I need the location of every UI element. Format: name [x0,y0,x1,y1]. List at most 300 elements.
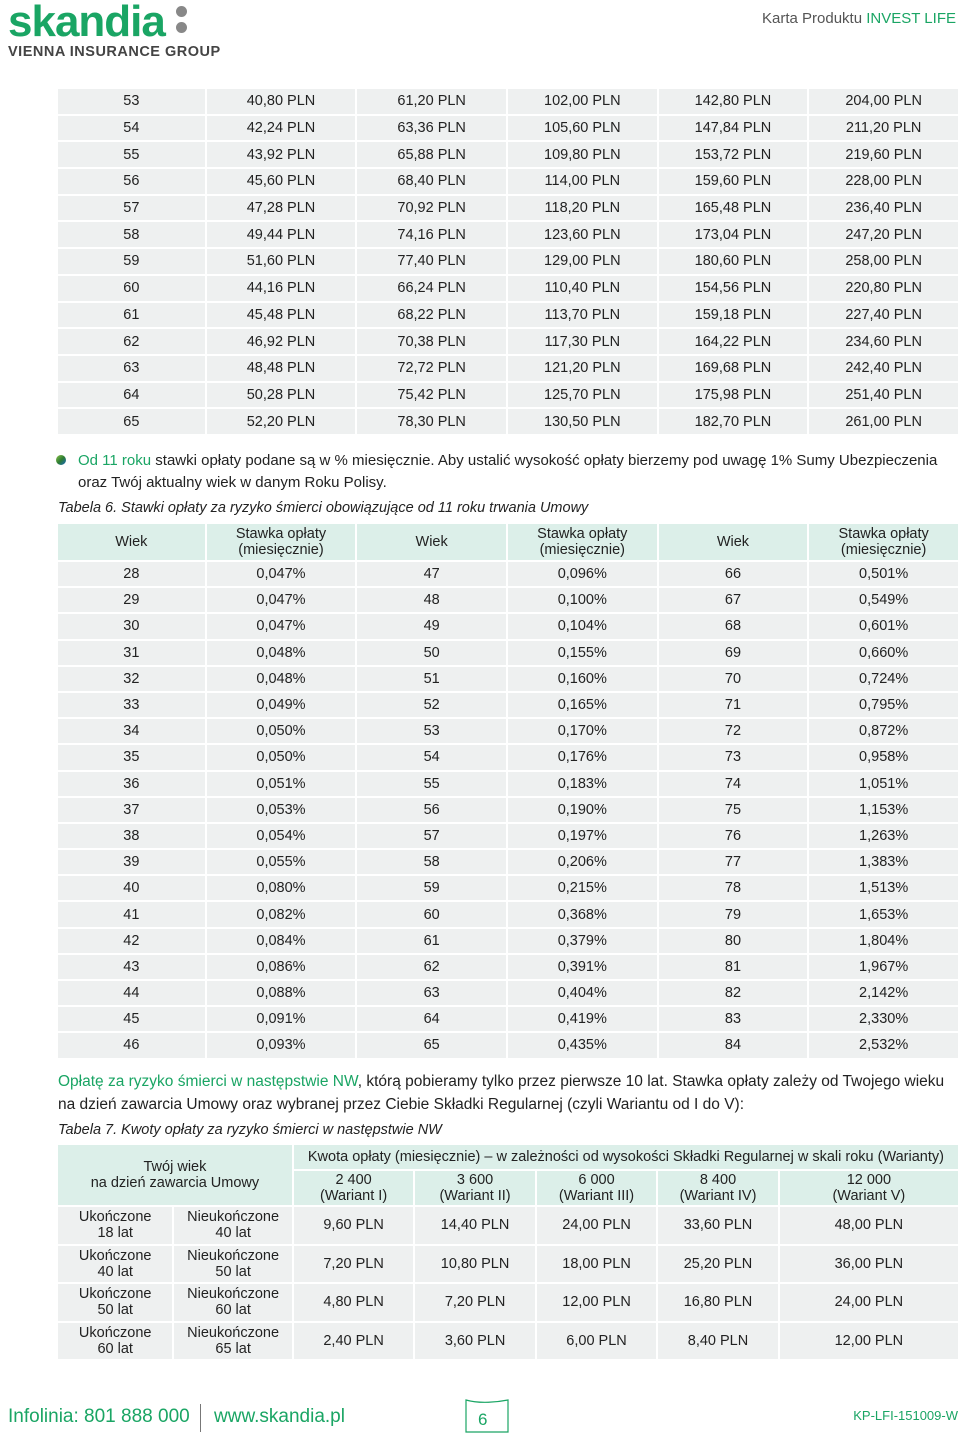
age-from-cell [58,1207,172,1244]
fee-amount-cell: 24,00 PLN [537,1207,656,1244]
logo-dots-icon [176,6,187,38]
amount-cell: 211,20 PLN [809,116,958,141]
rate-cell: 1,804% [809,929,958,953]
age-cell: 68 [659,614,808,638]
table-row [58,824,958,848]
fee-amount-cell: 6,00 PLN [537,1323,656,1360]
age-to-value: 40 lat [215,1225,251,1242]
age-cell: 70 [659,667,808,691]
rate-cell: 0,601% [809,614,958,638]
age-from-label: Ukończone [78,1286,152,1303]
age-from-cell [58,1284,172,1321]
table-6-caption: Tabela 6. Stawki opłaty za ryzyko śmierci obowiązujące od 11 roku trwania Umowy [58,500,589,516]
amount-cell: 44,16 PLN [207,276,356,301]
age-cell: 63 [58,356,205,381]
rate-cell: 1,051% [809,772,958,796]
age-to-label: Nieukończone [187,1324,280,1341]
table-row [58,1323,958,1360]
accident-fee-text: , którą pobieramy tylko przez pierwsze 10 lat. Stawka opłaty zależy od Twojego wieku na dzień zawarcia Umowy oraz wybranej przez Ciebie Składki Regularnej (czyli Wariantu od I do V): [58,1073,945,1113]
footer-divider [200,1404,201,1432]
age-cell: 56 [357,798,506,822]
amount-cell: 66,24 PLN [357,276,506,301]
amount-cell: 147,84 PLN [659,116,808,141]
age-cell: 83 [659,1007,808,1031]
rate-cell: 0,215% [508,876,657,900]
amount-cell: 228,00 PLN [809,169,958,194]
table-row [58,116,958,141]
amount-cell: 78,30 PLN [357,409,506,434]
rate-cell: 2,532% [809,1033,958,1057]
age-cell: 43 [58,955,205,979]
age-cell: 63 [357,981,506,1005]
fee-amount-cell: 14,40 PLN [415,1207,534,1244]
rate-cell: 0,049% [207,693,356,717]
age-cell: 57 [357,824,506,848]
age-to-cell [174,1246,291,1283]
accident-fee-highlight: Opłatę za ryzyko śmierci w następstwie NW [58,1073,358,1090]
table-row [58,614,958,638]
age-cell: 34 [58,719,205,743]
age-cell: 29 [58,588,205,612]
amount-cell: 251,40 PLN [809,383,958,408]
age-cell: 81 [659,955,808,979]
age-column-header: Wiek [659,524,808,560]
rate-cell: 0,053% [207,798,356,822]
age-cell: 58 [357,850,506,874]
age-from-cell [58,1323,172,1360]
age-cell: 76 [659,824,808,848]
age-cell: 44 [58,981,205,1005]
age-from-value: 18 lat [97,1225,133,1242]
rate-cell: 0,435% [508,1033,657,1057]
age-cell: 73 [659,745,808,769]
age-to-label: Nieukończone [187,1286,280,1303]
amount-cell: 72,72 PLN [357,356,506,381]
table-row [58,876,958,900]
table-row [58,719,958,743]
age-cell: 55 [357,772,506,796]
age-to-label: Nieukończone [187,1209,280,1226]
accident-death-fee-table [56,1143,960,1361]
age-from-cell [58,1246,172,1283]
table-row [58,1207,958,1244]
age-cell: 48 [357,588,506,612]
age-cell: 35 [58,745,205,769]
age-cell: 47 [357,562,506,586]
rate-cell: 1,263% [809,824,958,848]
age-cell: 79 [659,902,808,926]
age-from-label: Ukończone [78,1247,152,1264]
page-footer [8,1404,958,1434]
table-row [58,745,958,769]
rate-cell: 0,050% [207,745,356,769]
rate-cell: 0,088% [207,981,356,1005]
age-column-header: Wiek [58,524,205,560]
rate-note-text: stawki opłaty podane są w % miesięcznie. Aby ustalić wysokość opłaty bierzemy pod uwagę 1% Sumy Ubezpieczenia oraz Twój aktualny wiek w danym Roku Polisy. [78,452,938,491]
amount-cell: 242,40 PLN [809,356,958,381]
age-to-value: 50 lat [215,1263,251,1280]
age-cell: 74 [659,772,808,796]
age-to-label: Nieukończone [187,1247,280,1264]
fee-amount-cell: 8,40 PLN [658,1323,777,1360]
amount-cell: 219,60 PLN [809,142,958,167]
age-cell: 77 [659,850,808,874]
age-cell: 61 [357,929,506,953]
rate-cell: 0,082% [207,902,356,926]
table-row [58,693,958,717]
age-cell: 82 [659,981,808,1005]
age-cell: 80 [659,929,808,953]
fee-amount-cell: 48,00 PLN [780,1207,958,1244]
amount-cell: 117,30 PLN [508,329,657,354]
rate-cell: 1,383% [809,850,958,874]
age-cell: 66 [659,562,808,586]
rate-cell: 0,051% [207,772,356,796]
rate-cell: 0,047% [207,562,356,586]
age-cell: 54 [58,116,205,141]
amount-cell: 74,16 PLN [357,222,506,247]
amount-cell: 247,20 PLN [809,222,958,247]
age-cell: 28 [58,562,205,586]
amount-cell: 118,20 PLN [508,196,657,221]
table-row [58,303,958,328]
amount-cell: 182,70 PLN [659,409,808,434]
rate-cell: 0,379% [508,929,657,953]
table-row [58,850,958,874]
age-to-cell [174,1207,291,1244]
document-title-prefix: Karta Produktu [762,10,863,27]
rate-cell: 0,055% [207,850,356,874]
amount-cell: 49,44 PLN [207,222,356,247]
fee-amount-cell: 12,00 PLN [537,1284,656,1321]
amount-cell: 50,28 PLN [207,383,356,408]
rate-cell: 0,086% [207,955,356,979]
rate-cell: 0,155% [508,641,657,665]
table-row [58,641,958,665]
fee-amount-cell: 12,00 PLN [780,1323,958,1360]
rate-cell: 0,093% [207,1033,356,1057]
rate-cell: 0,368% [508,902,657,926]
fee-amount-cell: 33,60 PLN [658,1207,777,1244]
table-row [58,798,958,822]
age-cell: 52 [357,693,506,717]
variant-header [537,1171,656,1205]
amount-cell: 236,40 PLN [809,196,958,221]
fee-amount-cell: 9,60 PLN [294,1207,413,1244]
amount-cell: 129,00 PLN [508,249,657,274]
rate-column-header: Stawka opłaty (miesięcznie) [508,524,657,560]
rate-note-highlight: Od 11 roku [78,452,152,469]
age-cell: 50 [357,641,506,665]
variant-amount: 2 400 [335,1172,372,1188]
rate-cell: 0,872% [809,719,958,743]
rate-cell: 0,104% [508,614,657,638]
rate-cell: 1,967% [809,955,958,979]
age-to-value: 60 lat [215,1302,251,1319]
fee-amount-cell: 2,40 PLN [294,1323,413,1360]
amount-cell: 45,60 PLN [207,169,356,194]
amount-cell: 130,50 PLN [508,409,657,434]
variant-header [294,1171,413,1205]
amount-header: Kwota opłaty (miesięcznie) – w zależności od wysokości Składki Regularnej w skali roku (Warianty) [294,1145,958,1169]
age-cell: 60 [357,902,506,926]
variant-header [780,1171,958,1205]
fee-amount-cell: 10,80 PLN [415,1246,534,1283]
table-row [58,329,958,354]
age-from-value: 60 lat [97,1340,133,1357]
rate-cell: 0,795% [809,693,958,717]
rate-cell: 0,724% [809,667,958,691]
age-cell: 84 [659,1033,808,1057]
variant-label: (Wariant I) [320,1188,388,1204]
table-row [58,276,958,301]
amount-cell: 46,92 PLN [207,329,356,354]
variant-amount: 8 400 [699,1172,737,1188]
age-cell: 55 [58,142,205,167]
variant-label: (Wariant II) [439,1188,511,1204]
rate-column-header: Stawka opłaty (miesięcznie) [207,524,356,560]
age-cell: 37 [58,798,205,822]
age-cell: 75 [659,798,808,822]
fee-amount-cell: 24,00 PLN [780,1284,958,1321]
age-cell: 54 [357,745,506,769]
age-to-cell [174,1323,291,1360]
age-header-line-1: Twój wiek [143,1159,207,1175]
logo-wordmark: skandia [8,0,165,46]
rate-cell: 0,048% [207,667,356,691]
table-row [58,196,958,221]
age-cell: 30 [58,614,205,638]
amount-cell: 204,00 PLN [809,89,958,114]
age-cell: 64 [58,383,205,408]
amount-cell: 121,20 PLN [508,356,657,381]
age-cell: 62 [58,329,205,354]
rate-cell: 0,080% [207,876,356,900]
age-cell: 59 [58,249,205,274]
amount-cell: 154,56 PLN [659,276,808,301]
age-cell: 61 [58,303,205,328]
rate-cell: 0,047% [207,614,356,638]
age-cell: 60 [58,276,205,301]
amount-cell: 165,48 PLN [659,196,808,221]
rate-cell: 0,404% [508,981,657,1005]
rate-cell: 0,048% [207,641,356,665]
rate-cell: 0,176% [508,745,657,769]
amount-cell: 123,60 PLN [508,222,657,247]
table-row [58,667,958,691]
rate-cell: 0,391% [508,955,657,979]
rate-cell: 0,501% [809,562,958,586]
variant-header [415,1171,534,1205]
rate-cell: 0,047% [207,588,356,612]
amount-cell: 45,48 PLN [207,303,356,328]
logo-subtitle: VIENNA INSURANCE GROUP [8,44,221,60]
table-row [58,772,958,796]
table-7-caption: Tabela 7. Kwoty opłaty za ryzyko śmierci w następstwie NW [58,1122,442,1138]
table-row [58,356,958,381]
table-row [58,1033,958,1057]
age-cell: 51 [357,667,506,691]
rate-cell: 0,165% [508,693,657,717]
rate-cell: 0,054% [207,824,356,848]
age-header-line-2: na dzień zawarcia Umowy [90,1175,260,1191]
rate-cell: 0,549% [809,588,958,612]
amount-cell: 261,00 PLN [809,409,958,434]
amount-cell: 153,72 PLN [659,142,808,167]
document-title [762,10,956,27]
amount-cell: 125,70 PLN [508,383,657,408]
fee-amount-cell: 18,00 PLN [537,1246,656,1283]
age-cell: 39 [58,850,205,874]
rate-cell: 0,100% [508,588,657,612]
amount-cell: 70,38 PLN [357,329,506,354]
age-cell: 78 [659,876,808,900]
amount-cell: 70,92 PLN [357,196,506,221]
amount-cell: 234,60 PLN [809,329,958,354]
amount-cell: 180,60 PLN [659,249,808,274]
document-title-product: INVEST LIFE [866,10,956,27]
age-cell: 53 [58,89,205,114]
age-cell: 65 [357,1033,506,1057]
age-cell: 32 [58,667,205,691]
age-cell: 46 [58,1033,205,1057]
amount-cell: 114,00 PLN [508,169,657,194]
accident-fee-paragraph [58,1070,958,1116]
bullet-icon [56,455,66,465]
rate-cell: 1,653% [809,902,958,926]
variant-amount: 3 600 [456,1172,494,1188]
age-from-value: 40 lat [97,1263,133,1280]
age-cell: 62 [357,955,506,979]
table-row [58,955,958,979]
variant-label: (Wariant IV) [679,1188,757,1204]
age-cell: 40 [58,876,205,900]
amount-cell: 51,60 PLN [207,249,356,274]
age-cell: 56 [58,169,205,194]
age-cell: 45 [58,1007,205,1031]
age-cell: 33 [58,693,205,717]
rate-cell: 0,084% [207,929,356,953]
amount-cell: 77,40 PLN [357,249,506,274]
table-row [58,409,958,434]
amount-cell: 63,36 PLN [357,116,506,141]
age-cell: 41 [58,902,205,926]
amount-cell: 47,28 PLN [207,196,356,221]
rate-cell: 0,419% [508,1007,657,1031]
table-row [58,1007,958,1031]
amount-cell: 105,60 PLN [508,116,657,141]
rate-cell: 0,091% [207,1007,356,1031]
rate-cell: 0,197% [508,824,657,848]
age-cell: 53 [357,719,506,743]
rate-cell: 1,153% [809,798,958,822]
age-cell: 71 [659,693,808,717]
age-cell: 64 [357,1007,506,1031]
table-row [58,929,958,953]
skandia-logo [8,0,221,60]
fee-amount-cell: 4,80 PLN [294,1284,413,1321]
fee-amounts-table-continued [56,87,960,436]
rate-cell: 0,050% [207,719,356,743]
table-row [58,1284,958,1321]
rate-cell: 0,958% [809,745,958,769]
amount-cell: 258,00 PLN [809,249,958,274]
table-row [58,383,958,408]
amount-cell: 175,98 PLN [659,383,808,408]
amount-cell: 75,42 PLN [357,383,506,408]
table-row [58,249,958,274]
table-row [58,142,958,167]
fee-amount-cell: 7,20 PLN [415,1284,534,1321]
amount-cell: 52,20 PLN [207,409,356,434]
rate-note [78,450,958,494]
age-cell: 58 [58,222,205,247]
rate-cell: 0,190% [508,798,657,822]
amount-cell: 40,80 PLN [207,89,356,114]
rate-cell: 1,513% [809,876,958,900]
amount-cell: 68,40 PLN [357,169,506,194]
rate-cell: 0,183% [508,772,657,796]
age-cell: 38 [58,824,205,848]
age-cell: 57 [58,196,205,221]
table-row [58,1246,958,1283]
rate-cell: 2,330% [809,1007,958,1031]
age-cell: 31 [58,641,205,665]
rate-cell: 0,160% [508,667,657,691]
amount-cell: 48,48 PLN [207,356,356,381]
age-column-header: Wiek [357,524,506,560]
age-to-value: 65 lat [215,1340,251,1357]
page-number: 6 [478,1410,488,1429]
table-row [58,169,958,194]
amount-cell: 68,22 PLN [357,303,506,328]
variant-amount: 6 000 [578,1172,615,1188]
amount-cell: 159,18 PLN [659,303,808,328]
age-cell: 72 [659,719,808,743]
website-link[interactable]: www.skandia.pl [214,1406,345,1427]
amount-cell: 159,60 PLN [659,169,808,194]
table-row [58,981,958,1005]
fee-amount-cell: 7,20 PLN [294,1246,413,1283]
age-cell: 65 [58,409,205,434]
fee-amount-cell: 36,00 PLN [780,1246,958,1283]
amount-cell: 173,04 PLN [659,222,808,247]
amount-cell: 227,40 PLN [809,303,958,328]
age-from-label: Ukończone [78,1209,152,1226]
amount-cell: 65,88 PLN [357,142,506,167]
age-to-cell [174,1284,291,1321]
amount-cell: 142,80 PLN [659,89,808,114]
table-row [58,588,958,612]
age-from-value: 50 lat [97,1302,133,1319]
fee-amount-cell: 16,80 PLN [658,1284,777,1321]
age-cell: 49 [357,614,506,638]
rate-column-header: Stawka opłaty (miesięcznie) [809,524,958,560]
variant-label: (Wariant V) [832,1188,906,1204]
amount-cell: 102,00 PLN [508,89,657,114]
amount-cell: 61,20 PLN [357,89,506,114]
helpline: Infolinia: 801 888 000 [8,1406,190,1427]
variant-label: (Wariant III) [558,1188,635,1204]
age-header [58,1145,292,1205]
rate-cell: 2,142% [809,981,958,1005]
age-from-label: Ukończone [78,1324,152,1341]
amount-cell: 42,24 PLN [207,116,356,141]
rate-cell: 0,170% [508,719,657,743]
amount-cell: 169,68 PLN [659,356,808,381]
table-row [58,902,958,926]
age-cell: 59 [357,876,506,900]
